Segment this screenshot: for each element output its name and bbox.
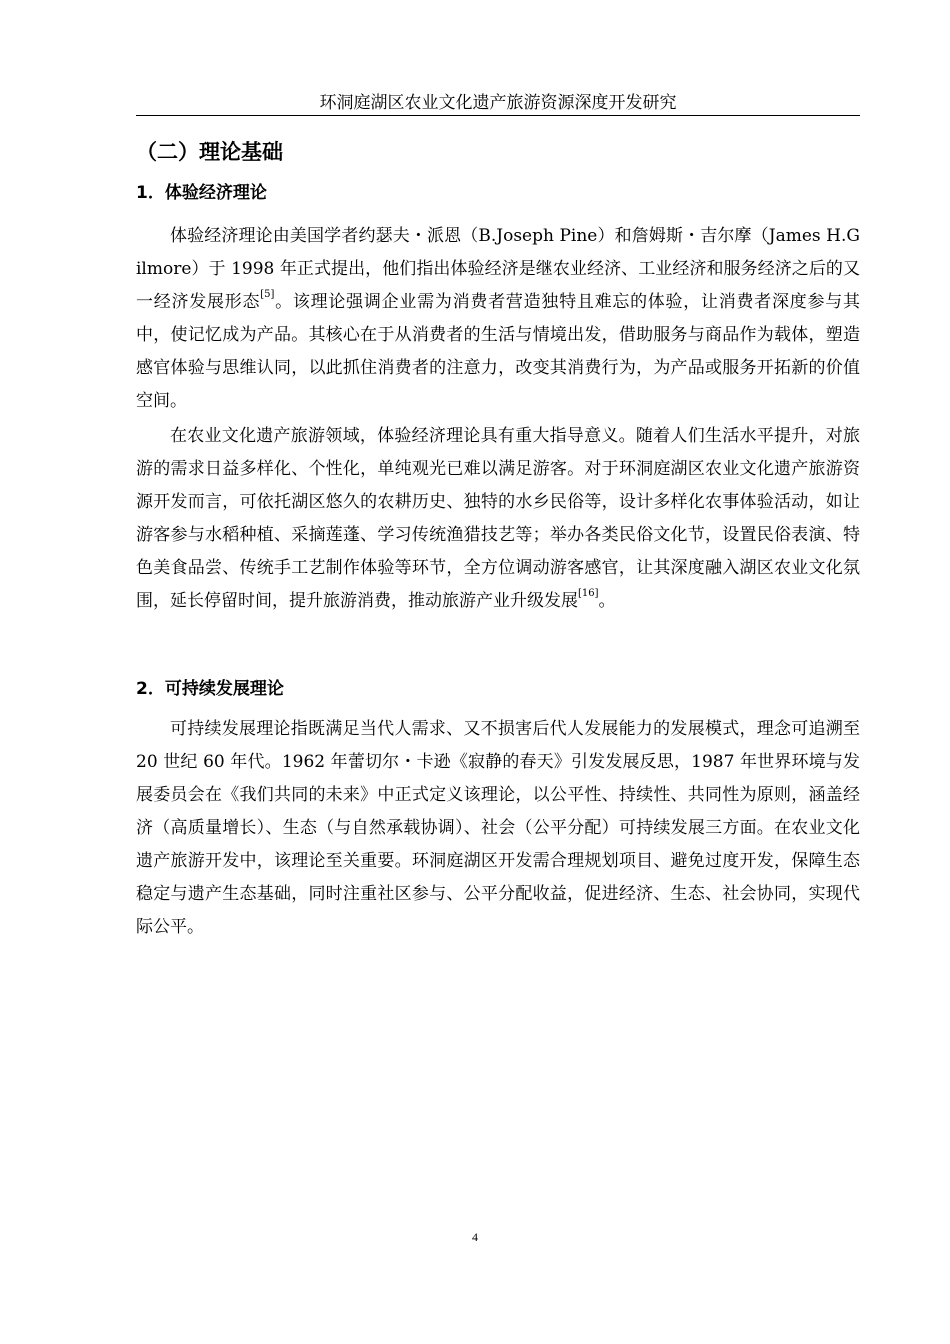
paragraph-text: 体验经济理论由美国学者约瑟夫・派恩（B.Joseph Pine）和詹姆斯・吉尔摩（James H.Gilmore）于 1998 年正式提出，他们指出体验经济是继农业经济、工业经济和服务经济之后的又一经济发展形态 <box>136 226 860 312</box>
section-title: （二）理论基础 <box>136 140 283 164</box>
running-header: 环洞庭湖区农业文化遗产旅游资源深度开发研究 <box>136 93 860 116</box>
paragraph-text: 在农业文化遗产旅游领域，体验经济理论具有重大指导意义。随着人们生活水平提升，对旅游的需求日益多样化、个性化，单纯观光已难以满足游客。对于环洞庭湖区农业文化遗产旅游资源开发而言，可依托湖区悠久的农耕历史、独特的水乡民俗等，设计多样化农事体验活动，如让游客参与水稻种植、采摘莲蓬、学习传统渔猎技艺等；举办各类民俗文化节，设置民俗表演、特色美食品尝、传统手工艺制作体验等环节，全方位调动游客感官，让其深度融入湖区农业文化氛围，延长停留时间，提升旅游消费，推动旅游产业升级发展 <box>136 426 860 611</box>
subsection-title-experience-economy: 1．体验经济理论 <box>136 183 267 203</box>
subsection-title-sustainable-development: 2．可持续发展理论 <box>136 679 284 699</box>
paragraph-experience-economy-application <box>136 420 860 618</box>
paragraph-sustainable-development: 可持续发展理论指既满足当代人需求、又不损害后代人发展能力的发展模式，理念可追溯至 20 世纪 60 年代。1962 年蕾切尔・卡逊《寂静的春天》引发发展反思，1987 年世界环境与发展委员会在《我们共同的未来》中正式定义该理论，以公平性、持续性、共同性为原则，涵盖经济（高质量增长）、生态（与自然承载协调）、社会（公平分配）可持续发展三方面。在农业文化遗产旅游开发中，该理论至关重要。环洞庭湖区开发需合理规划项目、避免过度开发，保障生态稳定与遗产生态基础，同时注重社区参与、公平分配收益，促进经济、生态、社会协同，实现代际公平。 <box>136 719 860 937</box>
paragraph-experience-economy-definition <box>136 220 860 418</box>
paragraph-text: 。 <box>598 591 616 611</box>
citation-ref[interactable]: [5] <box>260 289 275 300</box>
paragraph-text: 。该理论强调企业需为消费者营造独特且难忘的体验，让消费者深度参与其中，使记忆成为产品。其核心在于从消费者的生活与情境出发，借助服务与商品作为载体，塑造感官体验与思维认同，以此抓住消费者的注意力，改变其消费行为，为产品或服务开拓新的价值空间。 <box>136 292 861 411</box>
citation-ref[interactable]: [16] <box>578 588 599 599</box>
page-number: 4 <box>472 1230 478 1244</box>
